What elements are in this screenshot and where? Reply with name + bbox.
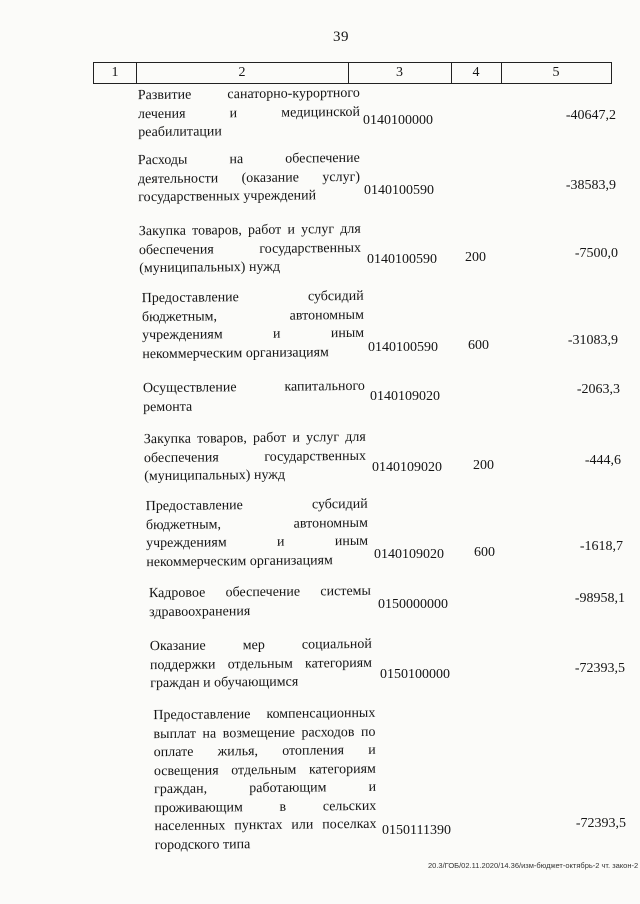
row-code: 0140109020 (372, 460, 442, 475)
row-name: Предоставление субсидий бюджетным, автономным учреждениям и иным некоммерческим организациям (145, 496, 369, 570)
row-kind: 200 (473, 458, 494, 473)
row-amount: -72393,5 (575, 816, 626, 831)
row-amount: -444,6 (584, 453, 621, 468)
header-col-2: 2 (238, 65, 246, 80)
row-amount: -7500,0 (574, 246, 618, 261)
row-code: 0150111390 (382, 823, 451, 838)
row-code: 0150000000 (378, 597, 448, 612)
row-amount: -38583,9 (565, 178, 616, 193)
page-number: 39 (333, 29, 349, 45)
row-name: Закупка товаров, работ и услуг для обеспечения государственных (муниципальных) нужд (143, 429, 367, 485)
row-name: Развитие санаторно-курортного лечения и медицинской реабилитации (137, 85, 361, 141)
row-code: 0140100000 (363, 113, 433, 128)
row-kind: 600 (468, 338, 489, 353)
row-code: 0140100590 (368, 340, 438, 355)
row-amount: -1618,7 (579, 539, 623, 554)
row-kind: 200 (465, 250, 486, 265)
row-name: Предоставление субсидий бюджетным, автономным учреждениям и иным некоммерческим организациям (141, 288, 365, 362)
header-col-4: 4 (472, 65, 480, 80)
row-amount: -2063,3 (576, 382, 620, 397)
row-amount: -72393,5 (574, 661, 625, 676)
row-name: Осуществление капитального ремонта (142, 378, 365, 415)
row-amount: -98958,1 (574, 591, 625, 606)
header-col-1: 1 (111, 65, 119, 80)
document-footer: 20.3/ГОБ/02.11.2020/14.36/изм-бюджет-октябрь-2 чт. закон-2 (428, 861, 639, 870)
row-code: 0140109020 (374, 547, 444, 562)
row-name: Предоставление компенсационных выплат на возмещение расходов по оплате жилья, отопления и освещения отдельным категориям граждан, работающим и проживающим в сельских населенных пунктах или поселках городского типа (153, 705, 377, 853)
header-col-5: 5 (552, 65, 560, 80)
row-kind: 600 (474, 545, 495, 560)
row-code: 0150100000 (380, 667, 450, 682)
table-header (93, 62, 612, 84)
row-name: Кадровое обеспечение системы здравоохранения (148, 583, 371, 620)
header-col-3: 3 (396, 65, 403, 80)
row-amount: -31083,9 (567, 333, 618, 348)
row-code: 0140100590 (364, 183, 434, 198)
row-amount: -40647,2 (565, 108, 616, 123)
row-name: Расходы на обеспечение деятельности (оказание услуг) государственных учреждений (137, 150, 361, 206)
row-code: 0140109020 (370, 389, 440, 404)
row-code: 0140100590 (367, 252, 437, 267)
row-name: Закупка товаров, работ и услуг для обеспечения государственных (муниципальных) нужд (138, 221, 362, 277)
row-name: Оказание мер социальной поддержки отдельным категориям граждан и обучающимся (149, 636, 373, 692)
